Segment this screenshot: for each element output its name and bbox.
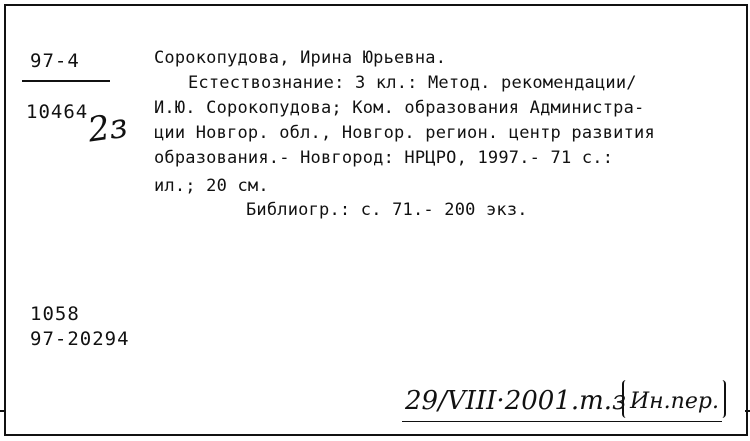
description-line-2: И.Ю. Сорокопудова; Ком. образования Администра- <box>154 98 645 118</box>
card-border-top <box>4 4 748 6</box>
card-border-bottom <box>4 434 748 436</box>
card-border-left <box>4 4 6 436</box>
bottom-number-2: 97-20294 <box>30 328 130 350</box>
description-line-4: образования.- Новгород: НРЦРО, 1997.- 71 с.: <box>154 148 614 168</box>
call-number-rule <box>22 80 110 82</box>
author-heading: Сорокопудова, Ирина Юрьевна. <box>154 48 447 68</box>
description-line-5: ил.; 20 см. <box>154 176 269 196</box>
inventory-number: 10464 <box>26 101 89 123</box>
call-number: 97-4 <box>30 50 80 72</box>
card-punch-mark-right <box>745 410 750 412</box>
bibliography-note: Библиогр.: с. 71.- 200 экз. <box>246 200 528 220</box>
handwritten-date: 29/VIII·2001.т.з <box>405 386 627 416</box>
handwritten-margin-note: 2ɜ <box>85 105 130 151</box>
description-line-3: ции Новгор. обл., Новгор. регион. центр развития <box>154 123 655 143</box>
handwritten-bracket-note: Ин.пер. <box>630 389 719 414</box>
bottom-number-1: 1058 <box>30 303 80 325</box>
description-line-1: Естествознание: 3 кл.: Метод. рекомендации/ <box>188 73 637 93</box>
card-punch-mark-left <box>0 410 6 412</box>
card-border-right <box>746 4 748 436</box>
handwritten-underline <box>402 421 722 422</box>
